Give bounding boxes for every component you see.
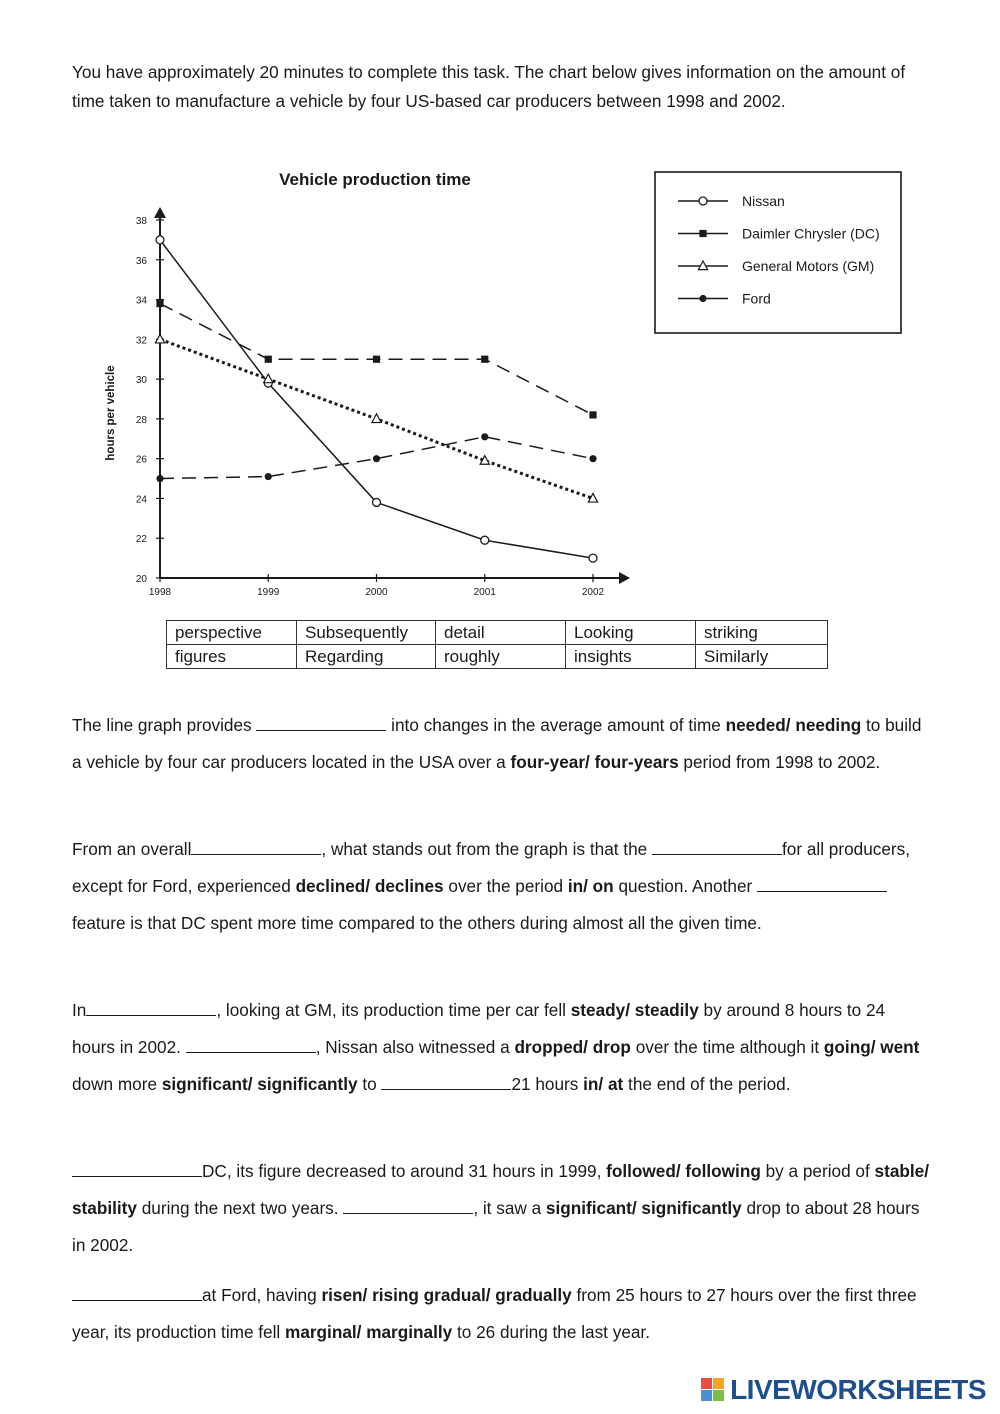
text-segment: feature is that DC spent more time compared to the others during almost all the given time.: [72, 913, 762, 933]
text-segment: down more: [72, 1074, 162, 1094]
data-point-marker: [373, 498, 381, 506]
text-segment: for all producers, except for Ford, experienced: [72, 839, 910, 896]
text-segment: 21 hours: [511, 1074, 584, 1094]
paragraph-5: [72, 1277, 932, 1351]
y-axis-arrow: [154, 207, 166, 218]
data-point-marker: [155, 334, 164, 343]
legend-label: Nissan: [742, 193, 785, 209]
chart-title: Vehicle production time: [279, 170, 471, 189]
legend-label: Daimler Chrysler (DC): [742, 225, 880, 242]
data-point-marker: [589, 455, 596, 462]
x-tick-label: 2000: [365, 587, 388, 598]
data-point-marker: [156, 475, 163, 482]
y-tick-label: 34: [135, 295, 147, 307]
paragraph-1: [72, 707, 932, 781]
choice-options[interactable]: declined/ declines: [295, 876, 444, 896]
y-tick-label: 38: [135, 216, 147, 227]
x-tick-label: 2001: [473, 587, 496, 598]
paragraph-4: [72, 1153, 932, 1264]
data-point-marker: [373, 455, 380, 462]
choice-options[interactable]: steady/ steadily: [570, 1000, 699, 1020]
liveworksheets-logo[interactable]: [700, 1374, 986, 1406]
y-tick-label: 22: [135, 534, 147, 546]
blank-input[interactable]: [191, 838, 321, 855]
y-tick-label: 28: [135, 414, 147, 426]
choice-options[interactable]: risen/ rising gradual/ gradually: [321, 1285, 572, 1305]
data-point-marker: [372, 414, 381, 423]
text-segment: to: [357, 1074, 382, 1094]
y-tick-label: 20: [135, 574, 147, 585]
instructions-text: You have approximately 20 minutes to complete this task. The chart below gives information on the amount of time taken to manufacture a vehicle by four US-based car producers between 1998 and 2002.: [72, 62, 906, 111]
blank-input[interactable]: [256, 714, 386, 731]
word-bank-cell: Regarding: [297, 645, 436, 669]
word-bank-table: [166, 620, 828, 669]
data-point-marker: [589, 554, 597, 562]
text-segment: into changes in the average amount of time: [386, 715, 726, 735]
choice-options[interactable]: significant/ significantly: [545, 1198, 742, 1218]
text-segment: DC, its figure decreased to around 31 hours in 1999,: [202, 1161, 607, 1181]
choice-options[interactable]: stable/ stability: [72, 1161, 929, 1218]
choice-options[interactable]: in/ at: [583, 1074, 624, 1094]
text-segment: , it saw a: [473, 1198, 546, 1218]
data-point-marker: [699, 197, 707, 205]
text-segment: The line graph provides: [72, 715, 257, 735]
text-segment: to 26 during the last year.: [452, 1322, 650, 1342]
paragraph-3: [72, 992, 932, 1103]
y-tick-label: 24: [135, 494, 147, 506]
data-point-marker: [481, 356, 488, 363]
data-point-marker: [699, 230, 706, 237]
word-bank-cell: figures: [167, 645, 297, 669]
y-tick-label: 36: [135, 255, 147, 267]
text-segment: drop to about 28 hours in 2002.: [72, 1198, 920, 1255]
word-bank-row: [167, 621, 828, 645]
text-segment: over the time although it: [630, 1037, 824, 1057]
choice-options[interactable]: in/ on: [567, 876, 614, 896]
choice-options[interactable]: marginal/ marginally: [285, 1322, 453, 1342]
word-bank-cell: striking: [696, 621, 828, 645]
data-point-marker: [589, 411, 596, 418]
text-segment: From an overall: [72, 839, 192, 859]
choice-options[interactable]: going/ went: [823, 1037, 920, 1057]
blank-input[interactable]: [86, 999, 216, 1016]
legend-label: General Motors (GM): [742, 258, 875, 274]
choice-options[interactable]: four-year/ four-years: [510, 752, 679, 772]
brand-name: LIVEWORKSHEETS: [730, 1374, 986, 1405]
paragraph-2: [72, 831, 932, 942]
text-segment: over the period: [443, 876, 568, 896]
text-segment: the end of the period.: [623, 1074, 791, 1094]
blank-input[interactable]: [72, 1284, 202, 1301]
text-segment: , looking at GM, its production time per car fell: [216, 1000, 571, 1020]
blank-input[interactable]: [186, 1036, 316, 1053]
text-segment: from 25 hours to 27 hours over the first three year, its production time fell: [72, 1285, 917, 1342]
blank-input[interactable]: [757, 875, 887, 892]
blank-input[interactable]: [381, 1073, 511, 1090]
text-segment: period from 1998 to 2002.: [678, 752, 881, 772]
blank-input[interactable]: [72, 1160, 202, 1177]
text-segment: at Ford, having: [202, 1285, 322, 1305]
data-point-marker: [373, 356, 380, 363]
data-point-marker: [699, 295, 706, 302]
blank-input[interactable]: [652, 838, 782, 855]
data-point-marker: [481, 536, 489, 544]
line-chart: [90, 160, 920, 610]
data-point-marker: [265, 356, 272, 363]
data-point-marker: [265, 473, 272, 480]
y-tick-label: 30: [135, 375, 147, 387]
data-point-marker: [156, 300, 163, 307]
text-segment: , Nissan also witnessed a: [315, 1037, 515, 1057]
text-segment: by around 8 hours to 24 hours in 2002.: [72, 1000, 886, 1057]
text-segment: question. Another: [613, 876, 758, 896]
live-blocks-icon: [700, 1376, 726, 1404]
word-bank-cell: detail: [436, 621, 566, 645]
word-bank-cell: Looking: [566, 621, 696, 645]
series-line: [160, 240, 593, 558]
word-bank-cell: perspective: [167, 621, 297, 645]
data-point-marker: [156, 236, 164, 244]
text-segment: to build a vehicle by four car producers located in the USA over a: [72, 715, 922, 772]
choice-options[interactable]: needed/ needing: [725, 715, 862, 735]
text-segment: during the next two years.: [136, 1198, 344, 1218]
x-axis-arrow: [619, 572, 630, 584]
choice-options[interactable]: followed/ following: [606, 1161, 761, 1181]
data-point-marker: [481, 433, 488, 440]
text-segment: In: [72, 1000, 87, 1020]
word-bank-row: [167, 645, 828, 669]
legend-label: Ford: [742, 290, 771, 307]
word-bank-cell: Subsequently: [297, 621, 436, 645]
blank-input[interactable]: [343, 1197, 473, 1214]
word-bank-cell: Similarly: [696, 645, 828, 669]
text-segment: , what stands out from the graph is that the: [321, 839, 652, 859]
choice-options[interactable]: dropped/ drop: [514, 1037, 631, 1057]
y-tick-label: 26: [135, 454, 147, 466]
x-tick-label: 2002: [581, 587, 605, 598]
y-tick-label: 32: [135, 335, 147, 347]
word-bank-cell: roughly: [436, 645, 566, 669]
y-axis-label: hours per vehicle: [105, 365, 117, 461]
text-segment: by a period of: [760, 1161, 875, 1181]
choice-options[interactable]: significant/ significantly: [161, 1074, 358, 1094]
x-tick-label: 1998: [148, 587, 172, 598]
x-tick-label: 1999: [257, 587, 280, 598]
word-bank-cell: insights: [566, 645, 696, 669]
